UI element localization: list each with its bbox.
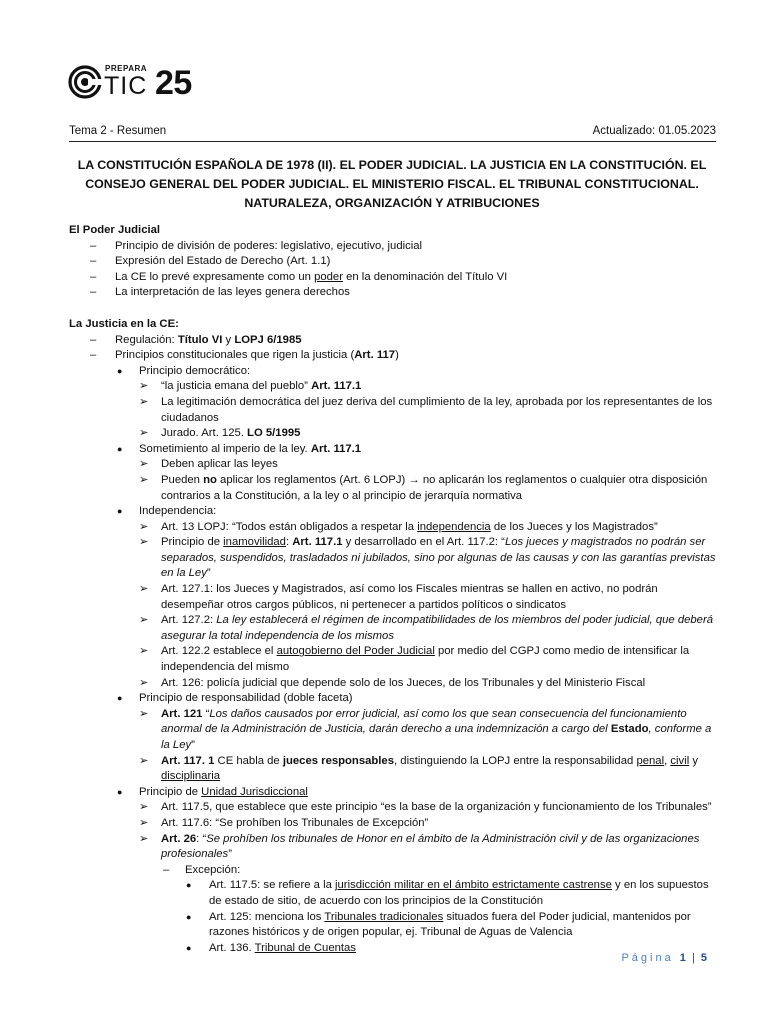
document-title: LA CONSTITUCIÓN ESPAÑOLA DE 1978 (II). EL PODER JUDICIAL. LA JUSTICIA EN LA CONSTITUCIÓN. EL CONSEJO GENERAL DEL PODER JUDICIAL. EL MINISTERIO FISCAL. EL TRIBUNAL CONSTITUCIONAL. NATURALEZA, ORGANIZACIÓN Y ATRIBUCIONES: [77, 158, 707, 210]
list-item-text: Art. 136. Tribunal de Cuentas: [209, 941, 356, 954]
list-item-text: Art. 121 “Los daños causados por error judicial, así como los que sean consecuencia del funcionamiento anormal de la Administración de Justicia, darán derecho a una indemnización a cargo del Estado, conforme a la Ley”: [161, 707, 712, 751]
list-item: [69, 832, 719, 863]
arrow-bullet-icon: ➢: [139, 395, 149, 408]
list-item-text: Pueden no aplicar los reglamentos (Art. 6 LOPJ) → no aplicarán los reglamentos o cualquier otra disposición contrarios a la Constitución, a la ley o al principio de jerarquía normativa: [161, 473, 708, 502]
list-item: [69, 785, 719, 801]
dot-bullet-icon: ●: [186, 880, 192, 891]
arrow-bullet-icon: ➢: [139, 801, 149, 814]
list-item-text: Excepción:: [185, 863, 241, 876]
list-item: [69, 520, 719, 536]
list-item-text: Art. 117. 1 CE habla de jueces responsables, distinguiendo la LOPJ entre la responsabilidad penal, civil y disciplinaria: [161, 754, 698, 783]
dot-bullet-icon: ●: [117, 506, 123, 517]
list-item: [69, 457, 719, 473]
arrow-bullet-icon: ➢: [139, 676, 149, 689]
list-item-text: Art. 117.5, que establece que este principio “es la base de la organización y funcionamiento de los Tribunales”: [161, 801, 712, 814]
list-item: [69, 333, 719, 349]
page-number: 1: [679, 952, 686, 964]
header-divider: [69, 141, 716, 142]
list-item: [69, 754, 719, 785]
section-heading: La Justicia en la CE:: [69, 317, 179, 330]
arrow-bullet-icon: ➢: [139, 536, 149, 549]
dash-bullet-icon: –: [90, 255, 97, 268]
list-item: [69, 348, 719, 364]
list-item-text: “la justicia emana del pueblo” Art. 117.1: [161, 380, 362, 393]
arrow-bullet-icon: ➢: [139, 427, 149, 440]
list-item: [69, 270, 719, 286]
arrow-bullet-icon: ➢: [139, 583, 149, 596]
list-item-text: Principio de Unidad Jurisdiccional: [139, 785, 308, 798]
arrow-bullet-icon: ➢: [139, 816, 149, 829]
list-item-text: Art. 13 LOPJ: “Todos están obligados a respetar la independencia de los Jueces y los Magistrados”: [161, 520, 658, 533]
list-item: [69, 800, 719, 816]
dash-bullet-icon: –: [90, 239, 97, 252]
page-header: [69, 125, 716, 137]
list-item-text: Principio de división de poderes: legislativo, ejecutivo, judicial: [115, 239, 423, 252]
page-separator: |: [691, 952, 695, 964]
list-item-text: Art. 127.1: los Jueces y Magistrados, así como los Fiscales mientras se hallen en activo, no podrán desempeñar otros cargos públicos, ni pertenecer a partidos políticos o sindicatos: [161, 583, 658, 611]
arrow-bullet-icon: ➢: [139, 520, 149, 533]
list-item-text: Art. 117.6: “Se prohíben los Tribunales de Excepción”: [161, 816, 429, 829]
list-item-text: Expresión del Estado de Derecho (Art. 1.1): [115, 255, 331, 268]
list-item: [69, 644, 719, 675]
list-item: [69, 442, 719, 458]
arrow-bullet-icon: ➢: [139, 645, 149, 658]
list-item: [69, 379, 719, 395]
list-item: [69, 676, 719, 692]
list-item: [69, 816, 719, 832]
list-item-text: Sometimiento al imperio de la ley. Art. 117.1: [139, 442, 362, 455]
list-item-text: Principio democrático:: [139, 364, 251, 377]
list-item-text: Principio de responsabilidad (doble faceta): [139, 692, 353, 705]
list-item: [69, 535, 719, 582]
dash-bullet-icon: –: [90, 270, 97, 283]
list-item-text: Art. 127.2: La ley establecerá el régimen de incompatibilidades de los miembros del poder judicial, que deberá asegurar la total independencia de los mismos: [161, 614, 713, 642]
arrow-bullet-icon: ➢: [139, 832, 149, 845]
document-body: [69, 223, 719, 956]
list-item: [69, 254, 719, 270]
arrow-bullet-icon: ➢: [139, 473, 149, 486]
dash-bullet-icon: –: [90, 349, 97, 362]
logo-tic: TIC: [104, 72, 148, 100]
list-item: [69, 878, 719, 909]
arrow-bullet-icon: ➢: [139, 754, 149, 767]
list-item-text: Deben aplicar las leyes: [161, 458, 278, 471]
list-item-text: La interpretación de las leyes genera derechos: [115, 286, 350, 299]
list-item-text: Independencia:: [139, 505, 217, 518]
list-item: [69, 863, 719, 879]
section-gap: [69, 301, 719, 317]
dot-bullet-icon: ●: [117, 693, 123, 704]
list-item-text: Art. 26: “Se prohíben los tribunales de Honor en el ámbito de la Administración civil y de las organizaciones profesionales”: [161, 832, 700, 861]
list-item-text: La CE lo prevé expresamente como un poder en la denominación del Título VI: [115, 270, 508, 283]
arrow-bullet-icon: ➢: [139, 458, 149, 471]
dot-bullet-icon: ●: [117, 365, 123, 376]
list-item-text: Principios constitucionales que rigen la justicia (Art. 117): [115, 349, 399, 362]
list-item: [69, 364, 719, 380]
list-item-text: Art. 122.2 establece el autogobierno del Poder Judicial por medio del CGPJ como medio de intensificar la independencia del mismo: [161, 645, 690, 674]
list-item: [69, 691, 719, 707]
list-item: [69, 395, 719, 426]
dot-bullet-icon: ●: [117, 443, 123, 454]
list-item-text: La legitimación democrática del juez deriva del cumplimiento de la ley, aprobada por los representantes de los ciudadanos: [161, 395, 713, 424]
header-updated: Actualizado: 01.05.2023: [592, 125, 716, 137]
header-topic: Tema 2 - Resumen: [69, 125, 167, 137]
list-item: [69, 504, 719, 520]
dash-bullet-icon: –: [90, 286, 97, 299]
list-item: [69, 285, 719, 301]
dot-bullet-icon: ●: [186, 911, 192, 922]
logo-number: 25: [155, 64, 192, 102]
list-item: [69, 613, 719, 644]
page-label: Página: [621, 952, 674, 964]
arrow-bullet-icon: ➢: [139, 614, 149, 627]
list-item-text: Principio de inamovilidad: Art. 117.1 y desarrollado en el Art. 117.2: “Los jueces y magistrados no podrán ser separados, suspendidos, trasladados ni jubilados, sino por algunas de las causas y con las garantías previstas en la Ley”: [161, 536, 716, 580]
list-item-text: Art. 117.5: se refiere a la jurisdicción militar en el ámbito estrictamente castrense y en los supuestos de estado de sitio, de acuerdo con los principios de la Constitución: [209, 879, 709, 907]
list-item-text: Regulación: Título VI y LOPJ 6/1985: [115, 333, 302, 346]
list-item: [69, 426, 719, 442]
logo-prepara: PREPARA: [105, 64, 148, 73]
logo-mark-icon: [68, 65, 102, 99]
list-item: [69, 910, 719, 941]
dash-bullet-icon: –: [163, 863, 170, 876]
list-item: [69, 473, 719, 504]
list-item-text: Art. 126: policía judicial que depende solo de los Jueces, de los Tribunales y del Ministerio Fiscal: [161, 676, 646, 689]
logo: [68, 62, 208, 102]
arrow-bullet-icon: ➢: [139, 707, 149, 720]
arrow-bullet-icon: ➢: [139, 380, 149, 393]
section-heading: El Poder Judicial: [69, 224, 161, 236]
list-item-text: Jurado. Art. 125. LO 5/1995: [161, 427, 301, 440]
list-item: [69, 239, 719, 255]
dash-bullet-icon: –: [90, 333, 97, 346]
list-item: [69, 707, 719, 754]
list-item-text: Art. 125: menciona los Tribunales tradicionales situados fuera del Poder judicial, mantenidos por razones históricos y de origen popular, ej. Tribunal de Aguas de Valencia: [209, 910, 691, 939]
list-item: [69, 582, 719, 613]
page-total: 5: [700, 952, 707, 964]
dot-bullet-icon: ●: [117, 786, 123, 797]
page-footer: [621, 952, 707, 964]
dot-bullet-icon: ●: [186, 942, 192, 953]
